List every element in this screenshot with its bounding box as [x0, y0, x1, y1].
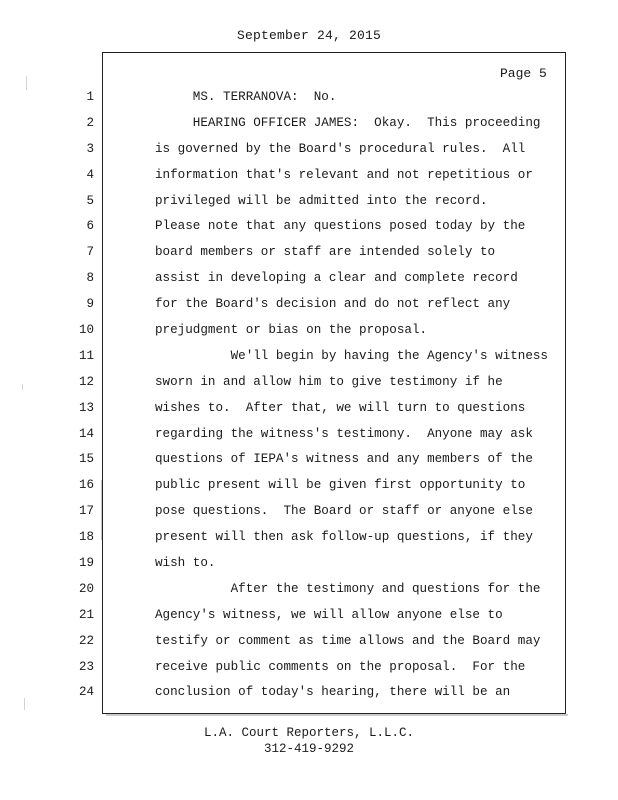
- transcript-line: present will then ask follow-up questions, if they: [155, 530, 533, 545]
- transcript-line: wishes to. After that, we will turn to questions: [155, 400, 526, 415]
- scan-artifact: [101, 480, 102, 540]
- header-date: September 24, 2015: [236, 28, 382, 43]
- line-number: 12: [78, 374, 94, 389]
- line-number: 2: [86, 115, 94, 130]
- scan-artifact: [24, 698, 25, 710]
- transcript-line: for the Board's decision and do not reflect any: [155, 297, 511, 312]
- line-number: 24: [78, 685, 94, 700]
- line-number: 19: [78, 556, 94, 571]
- frame-bottom-shadow: [106, 714, 568, 716]
- line-number: 18: [78, 530, 94, 545]
- footer-phone: 312-419-9292: [263, 742, 354, 756]
- footer-company: L.A. Court Reporters, L.L.C.: [203, 726, 415, 740]
- scan-artifact: [22, 384, 23, 390]
- transcript-line: We'll begin by having the Agency's witness: [155, 348, 548, 363]
- line-number: 6: [86, 219, 94, 234]
- transcript-line: MS. TERRANOVA: No.: [155, 90, 337, 104]
- line-number: 23: [78, 659, 94, 674]
- transcript-line: information that's relevant and not repetitious or: [155, 167, 533, 182]
- transcript-line: public present will be given first opportunity to: [155, 478, 526, 493]
- line-number: 3: [86, 141, 94, 156]
- transcript-text: [155, 89, 557, 710]
- page-number: Page 5: [500, 66, 547, 81]
- line-number: 9: [86, 297, 94, 312]
- line-number: 11: [78, 348, 94, 363]
- line-number: 16: [78, 478, 94, 493]
- transcript-line: testify or comment as time allows and the Board may: [155, 633, 541, 648]
- line-number: 17: [78, 504, 94, 519]
- line-number: 8: [86, 271, 94, 286]
- transcript-line: Agency's witness, we will allow anyone else to: [155, 607, 503, 622]
- line-number: 14: [78, 426, 94, 441]
- transcript-line: wish to.: [155, 556, 216, 571]
- line-number: 1: [86, 90, 94, 104]
- line-number: 22: [78, 633, 94, 648]
- transcript-line: questions of IEPA's witness and any members of the: [155, 452, 533, 467]
- scan-artifact: [26, 76, 27, 90]
- transcript-line: board members or staff are intended solely to: [155, 245, 496, 260]
- line-number: 5: [86, 193, 94, 208]
- line-number: 4: [86, 167, 94, 182]
- line-number: 10: [78, 323, 94, 338]
- transcript-line: regarding the witness's testimony. Anyone may ask: [155, 426, 533, 441]
- transcript-line: sworn in and allow him to give testimony if he: [155, 374, 503, 389]
- transcript-line: is governed by the Board's procedural rules. All: [155, 141, 526, 156]
- transcript-line: receive public comments on the proposal. For the: [155, 659, 526, 674]
- line-number: 7: [86, 245, 94, 260]
- transcript-line: prejudgment or bias on the proposal.: [155, 323, 428, 338]
- transcript-line: conclusion of today's hearing, there will be an: [155, 685, 511, 700]
- line-number: 20: [78, 581, 94, 596]
- line-number: 21: [78, 607, 94, 622]
- transcript-line: HEARING OFFICER JAMES: Okay. This proceeding: [155, 115, 541, 130]
- line-number: 15: [78, 452, 94, 467]
- transcript-line: assist in developing a clear and complete record: [155, 271, 518, 286]
- transcript-line: privileged will be admitted into the record.: [155, 193, 488, 208]
- transcript-line: pose questions. The Board or staff or anyone else: [155, 504, 533, 519]
- line-number-column: [58, 89, 94, 710]
- transcript-line: Please note that any questions posed today by the: [155, 219, 526, 234]
- line-number: 13: [78, 400, 94, 415]
- transcript-line: After the testimony and questions for the: [155, 581, 541, 596]
